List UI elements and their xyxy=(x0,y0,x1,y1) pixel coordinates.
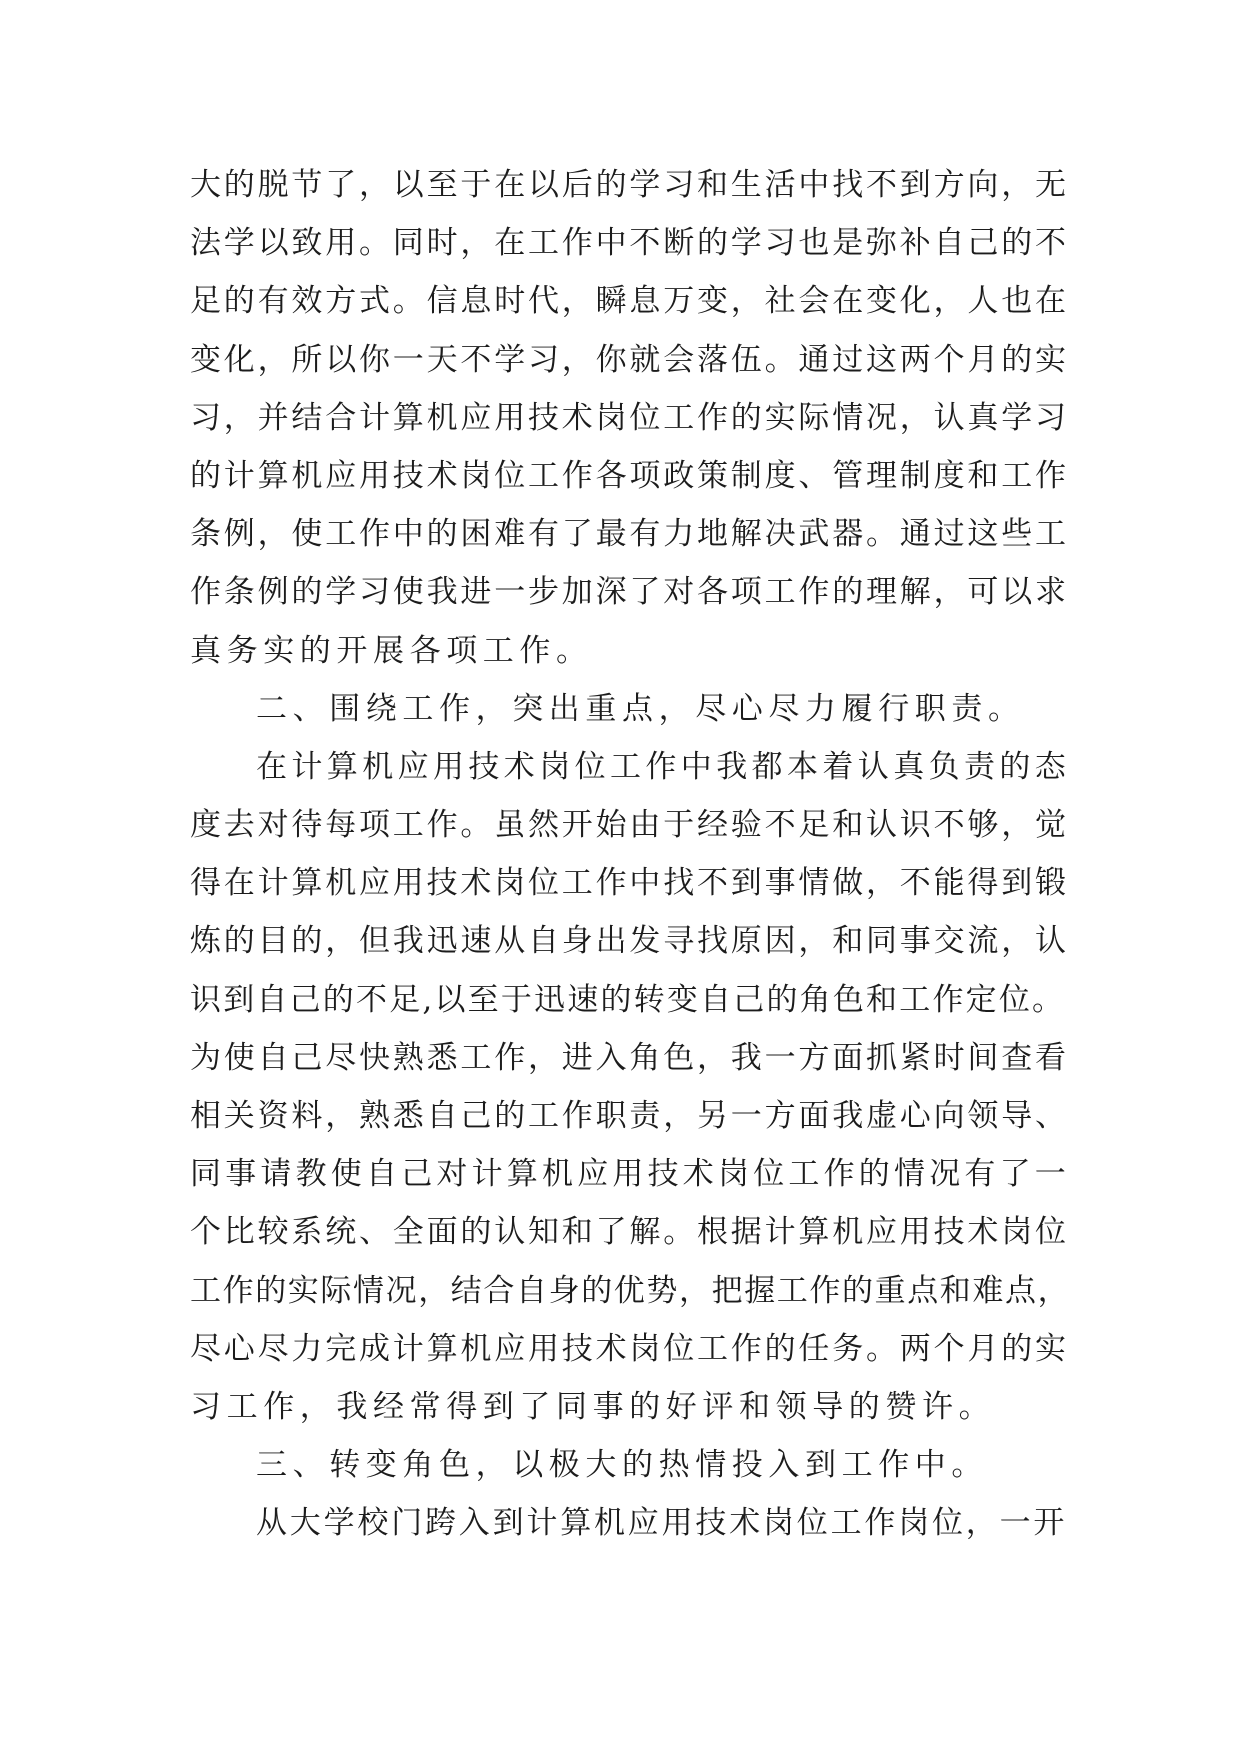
text-line: 为使自己尽快熟悉工作，进入角色，我一方面抓紧时间查看 xyxy=(190,1039,1069,1076)
text-line: 炼的目的，但我迅速从自身出发寻找原因，和同事交流，认 xyxy=(190,923,1069,960)
section-heading-two: 二、围绕工作，突出重点，尽心尽力履行职责。 xyxy=(256,690,1025,727)
text-line: 大的脱节了，以至于在以后的学习和生活中找不到方向，无 xyxy=(190,167,1069,203)
text-line: 识到自己的不足,以至于迅速的转变自己的角色和工作定位。 xyxy=(190,981,1066,1018)
text-line: 个比较系统、全面的认知和了解。根据计算机应用技术岗位 xyxy=(190,1214,1069,1251)
text-line: 度去对待每项工作。虽然开始由于经验不足和认识不够，觉 xyxy=(190,807,1069,844)
text-line: 工作的实际情况，结合自身的优势，把握工作的重点和难点， xyxy=(190,1272,1071,1309)
text-line: 作条例的学习使我进一步加深了对各项工作的理解，可以求 xyxy=(190,574,1069,611)
text-line: 习工作，我经常得到了同事的好评和领导的赞许。 xyxy=(190,1388,996,1425)
text-line: 条例，使工作中的困难有了最有力地解决武器。通过这些工 xyxy=(190,516,1069,553)
text-line: 变化，所以你一天不学习，你就会落伍。通过这两个月的实 xyxy=(190,341,1069,378)
text-line: 相关资料，熟悉自己的工作职责，另一方面我虚心向领导、 xyxy=(190,1098,1069,1134)
paragraph-start: 在计算机应用技术岗位工作中我都本着认真负责的态 xyxy=(256,748,1071,785)
text-line: 习，并结合计算机应用技术岗位工作的实际情况，认真学习 xyxy=(190,399,1069,436)
paragraph-start: 从大学校门跨入到计算机应用技术岗位工作岗位，一开 xyxy=(256,1505,1068,1542)
text-line: 足的有效方式。信息时代，瞬息万变，社会在变化，人也在 xyxy=(190,283,1069,320)
text-line: 得在计算机应用技术岗位工作中找不到事情做，不能得到锻 xyxy=(190,865,1069,902)
text-line: 法学以致用。同时，在工作中不断的学习也是弥补自己的不 xyxy=(190,225,1069,262)
text-line: 真务实的开展各项工作。 xyxy=(190,632,593,669)
section-heading-three: 三、转变角色，以极大的热情投入到工作中。 xyxy=(256,1447,988,1484)
text-line: 同事请教使自己对计算机应用技术岗位工作的情况有了一 xyxy=(190,1156,1070,1193)
body-text xyxy=(190,156,1070,1553)
text-line: 尽心尽力完成计算机应用技术岗位工作的任务。两个月的实 xyxy=(190,1330,1069,1367)
text-line: 的计算机应用技术岗位工作各项政策制度、管理制度和工作 xyxy=(190,457,1069,494)
